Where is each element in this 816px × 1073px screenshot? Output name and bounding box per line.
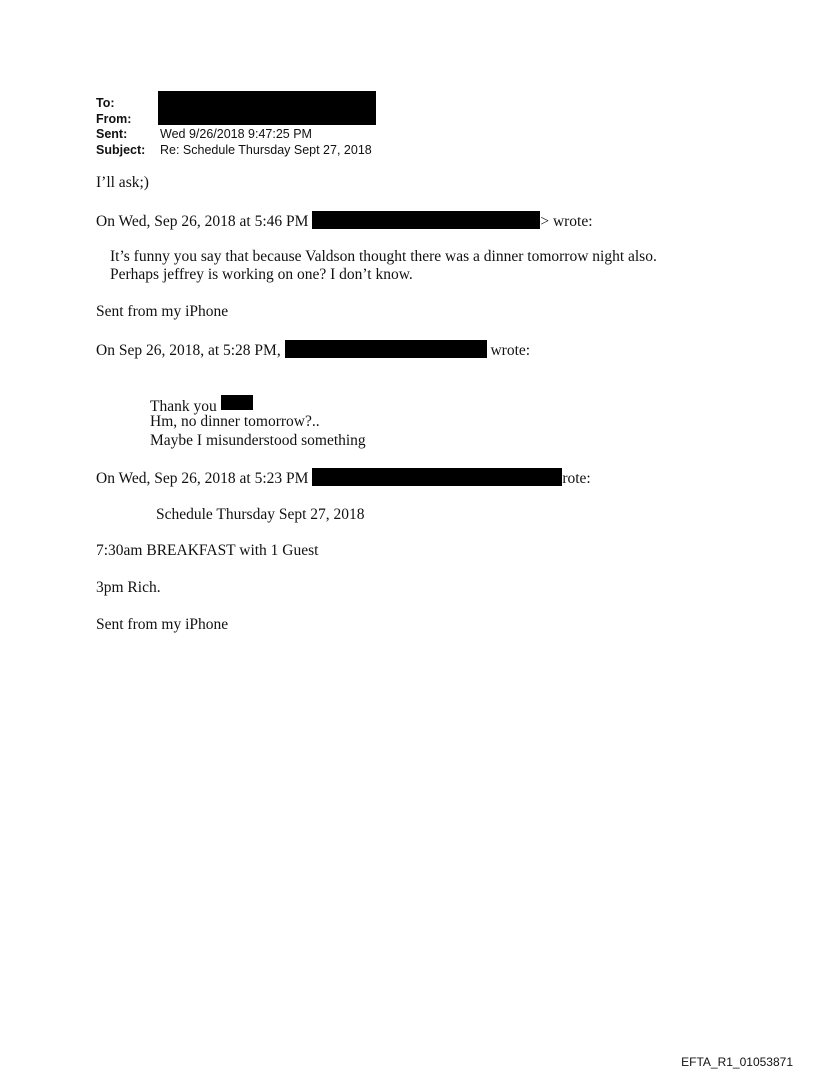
quote1-attribution: [96, 211, 593, 231]
schedule-item-1: 7:30am BREAKFAST with 1 Guest: [96, 542, 319, 559]
quote2-attribution: [96, 340, 530, 360]
schedule-item-2: 3pm Rich.: [96, 579, 161, 596]
quote2-suffix: wrote:: [490, 342, 531, 359]
quote2-prefix: On Sep 26, 2018, at 5:28 PM,: [96, 342, 281, 359]
redaction-name: [221, 395, 253, 410]
quote2-line3: Maybe I misunderstood something: [150, 432, 366, 449]
from-label: From:: [96, 111, 132, 126]
quote1-line2: Perhaps jeffrey is working on one? I don’t know.: [110, 266, 413, 283]
quote1-line1: It’s funny you say that because Valdson thought there was a dinner tomorrow night also.: [110, 248, 657, 265]
subject-value: Re: Schedule Thursday Sept 27, 2018: [160, 142, 372, 157]
signature-1: Sent from my iPhone: [96, 303, 229, 320]
sent-label: Sent:: [96, 127, 128, 141]
sent-row: [96, 127, 372, 143]
redaction-to-from: [158, 91, 376, 125]
quote3-suffix: rote:: [562, 470, 591, 487]
document-id: EFTA_R1_01053871: [681, 1055, 793, 1069]
quote1-suffix: > wrote:: [540, 213, 593, 230]
schedule-title: Schedule Thursday Sept 27, 2018: [156, 506, 365, 523]
quote1-prefix: On Wed, Sep 26, 2018 at 5:46 PM: [96, 213, 309, 230]
reply-text: I’ll ask;): [96, 174, 149, 191]
to-label: To:: [96, 96, 115, 110]
redaction-sender-1: [312, 211, 540, 229]
signature-2: Sent from my iPhone: [96, 616, 229, 633]
redaction-sender-3: [312, 468, 562, 486]
quote2-line2: Hm, no dinner tomorrow?..: [150, 413, 320, 430]
subject-row: [96, 143, 372, 159]
quote3-prefix: On Wed, Sep 26, 2018 at 5:23 PM: [96, 470, 309, 487]
sent-value: Wed 9/26/2018 9:47:25 PM: [160, 127, 312, 141]
quote2-thanks: Thank you: [150, 398, 217, 415]
subject-label: Subject:: [96, 142, 146, 157]
quote3-attribution: [96, 468, 591, 488]
redaction-sender-2: [285, 340, 487, 358]
